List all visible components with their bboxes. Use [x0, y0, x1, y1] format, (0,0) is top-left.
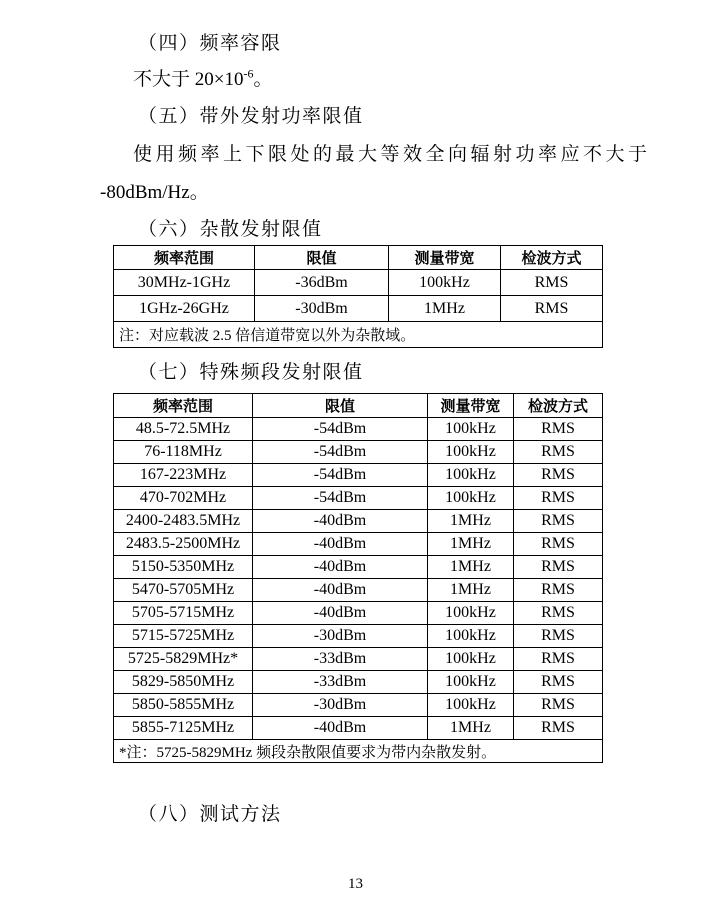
table-row	[114, 533, 603, 556]
table-note: *注：5725-5829MHz 频段杂散限值要求为带内杂散发射。	[114, 740, 603, 763]
table-cell: -40dBm	[253, 556, 428, 579]
table-cell: 5470-5705MHz	[114, 579, 253, 602]
table-cell: 100kHz	[428, 671, 514, 694]
column-header: 频率范围	[114, 246, 255, 270]
table-cell: 5829-5850MHz	[114, 671, 253, 694]
table-note-row	[114, 740, 603, 763]
table-row	[114, 296, 603, 322]
table-row	[114, 579, 603, 602]
table-cell: 470-702MHz	[114, 487, 253, 510]
table-cell: RMS	[514, 533, 603, 556]
table-cell: RMS	[514, 602, 603, 625]
table-cell: -54dBm	[253, 487, 428, 510]
table-row	[114, 556, 603, 579]
section-heading-8: （八）测试方法	[138, 804, 282, 825]
table-cell: RMS	[514, 464, 603, 487]
table-row	[114, 625, 603, 648]
section-heading-7: （七）特殊频段发射限值	[138, 362, 364, 383]
out-of-band-paragraph-line1: 使用频率上下限处的最大等效全向辐射功率应不大于	[133, 144, 651, 165]
table-cell: 100kHz	[428, 602, 514, 625]
table-cell: 100kHz	[428, 625, 514, 648]
table-row	[114, 694, 603, 717]
table-cell: 1MHz	[428, 510, 514, 533]
table-cell: 100kHz	[428, 694, 514, 717]
table-cell: 1MHz	[389, 296, 501, 322]
table-cell: RMS	[514, 579, 603, 602]
table-cell: RMS	[514, 671, 603, 694]
frequency-tolerance-base: 不大于 20×10	[133, 69, 244, 90]
table-cell: -40dBm	[253, 717, 428, 740]
table-cell: -54dBm	[253, 464, 428, 487]
column-header: 测量带宽	[389, 246, 501, 270]
section-heading-6: （六）杂散发射限值	[138, 219, 323, 240]
table-row	[114, 441, 603, 464]
table-cell: RMS	[514, 418, 603, 441]
table-row	[114, 270, 603, 296]
frequency-tolerance-paragraph	[133, 64, 272, 91]
table-cell: 100kHz	[389, 270, 501, 296]
table-row	[114, 510, 603, 533]
table-cell: RMS	[514, 648, 603, 671]
table-cell: RMS	[514, 487, 603, 510]
table-cell: 5150-5350MHz	[114, 556, 253, 579]
section-heading-4: （四）频率容限	[138, 33, 282, 54]
column-header: 限值	[255, 246, 389, 270]
table-cell: 100kHz	[428, 487, 514, 510]
table-note-row	[114, 322, 603, 348]
table-row	[114, 717, 603, 740]
table-cell: 76-118MHz	[114, 441, 253, 464]
table-cell: 100kHz	[428, 648, 514, 671]
table-cell: -40dBm	[253, 533, 428, 556]
table-cell: 48.5-72.5MHz	[114, 418, 253, 441]
table-cell: 100kHz	[428, 418, 514, 441]
table-header-row	[114, 394, 603, 418]
spurious-emission-limits-table	[113, 245, 603, 348]
table-cell: RMS	[514, 556, 603, 579]
table-cell: RMS	[501, 296, 603, 322]
table-cell: -36dBm	[255, 270, 389, 296]
out-of-band-paragraph-line2: -80dBm/Hz。	[100, 182, 209, 203]
table-cell: -30dBm	[253, 694, 428, 717]
table-note: 注：对应载波 2.5 倍信道带宽以外为杂散域。	[114, 322, 603, 348]
table-cell: 100kHz	[428, 441, 514, 464]
frequency-tolerance-exponent: -6	[243, 66, 254, 81]
table-cell: RMS	[514, 717, 603, 740]
column-header: 测量带宽	[428, 394, 514, 418]
table-row	[114, 487, 603, 510]
table-cell: RMS	[514, 694, 603, 717]
table-cell: 5715-5725MHz	[114, 625, 253, 648]
table-row	[114, 464, 603, 487]
table-cell: RMS	[501, 270, 603, 296]
table-cell: 30MHz-1GHz	[114, 270, 255, 296]
table-cell: -40dBm	[253, 579, 428, 602]
table-cell: RMS	[514, 625, 603, 648]
table-cell: -33dBm	[253, 648, 428, 671]
table-cell: 1GHz-26GHz	[114, 296, 255, 322]
table-row	[114, 602, 603, 625]
table-cell: 5725-5829MHz*	[114, 648, 253, 671]
table-cell: 2483.5-2500MHz	[114, 533, 253, 556]
table-cell: RMS	[514, 441, 603, 464]
column-header: 限值	[253, 394, 428, 418]
table-cell: 1MHz	[428, 533, 514, 556]
table-cell: -30dBm	[255, 296, 389, 322]
frequency-tolerance-end: 。	[253, 69, 273, 90]
table-cell: 1MHz	[428, 579, 514, 602]
special-band-emission-limits-table	[113, 393, 603, 763]
table-cell: RMS	[514, 510, 603, 533]
table-cell: -40dBm	[253, 510, 428, 533]
table-cell: 100kHz	[428, 464, 514, 487]
table-cell: 5850-5855MHz	[114, 694, 253, 717]
section-heading-5: （五）带外发射功率限值	[138, 106, 364, 127]
table-cell: -40dBm	[253, 602, 428, 625]
table-cell: -54dBm	[253, 441, 428, 464]
table-cell: 167-223MHz	[114, 464, 253, 487]
table-cell: -30dBm	[253, 625, 428, 648]
table-cell: -54dBm	[253, 418, 428, 441]
column-header: 频率范围	[114, 394, 253, 418]
table-row	[114, 418, 603, 441]
table-cell: 5705-5715MHz	[114, 602, 253, 625]
table-cell: -33dBm	[253, 671, 428, 694]
column-header: 检波方式	[501, 246, 603, 270]
column-header: 检波方式	[514, 394, 603, 418]
table-cell: 1MHz	[428, 556, 514, 579]
table-header-row	[114, 246, 603, 270]
table-cell: 2400-2483.5MHz	[114, 510, 253, 533]
page-number: 13	[348, 876, 363, 892]
table-row	[114, 648, 603, 671]
table-cell: 1MHz	[428, 717, 514, 740]
table-row	[114, 671, 603, 694]
table-cell: 5855-7125MHz	[114, 717, 253, 740]
